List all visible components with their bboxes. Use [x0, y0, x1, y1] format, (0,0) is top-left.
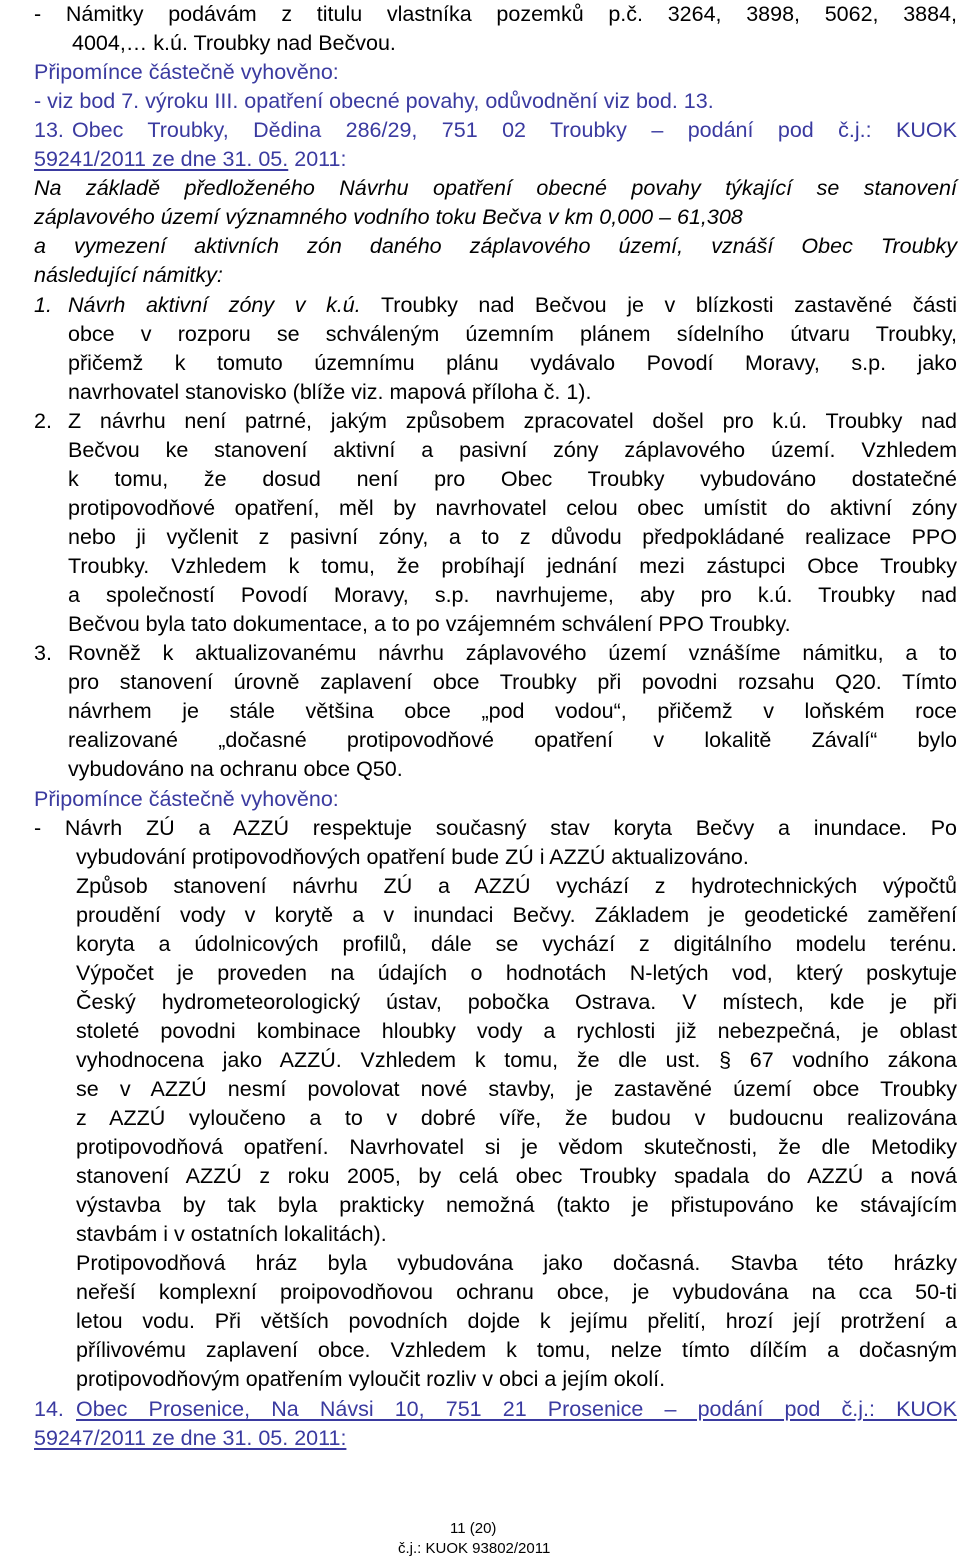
response-line: Český hydrometeorologický ústav, pobočka Ostrava. V místech, kde je při	[76, 990, 957, 1014]
point-line: pro stanovení úrovně zaplavení obce Troubky při povodni rozsahu Q20. Tímto	[68, 670, 957, 694]
intro-line: záplavového území významného vodního toku Bečva v km 0,000 – 61,308	[34, 205, 743, 229]
point-line: Z návrhu není patrné, jakým způsobem zpracovatel došel pro k.ú. Troubky nad	[68, 409, 957, 433]
point-line: k tomu, že dosud není pro Obec Troubky vybudováno dostatečné	[68, 467, 957, 491]
point-line: protipovodňové opatření, měl by navrhovatel celou obec umístit do aktivní zóny	[68, 496, 957, 520]
status-partially-accepted: Připomínce částečně vyhověno:	[34, 787, 339, 811]
response-line: vyhodnocena jako AZZÚ. Vzhledem k tomu, že dle ust. § 67 vodního zákona	[76, 1048, 957, 1072]
response-line: stavbám i v ostatních lokalitách).	[76, 1222, 387, 1246]
response-line: vybudování protipovodňových opatření bude ZÚ i AZZÚ aktualizováno.	[76, 845, 749, 869]
point-line	[68, 291, 957, 320]
point-line: Bečvou byla tato dokumentace, a to po vzájemném schválení PPO Troubky.	[68, 612, 791, 636]
point-number: 2.	[34, 409, 52, 433]
response-line: proudění vody v korytě a v inundaci Bečvy. Základem je geodetické zaměření	[76, 903, 957, 927]
intro-line: Na základě předloženého Návrhu opatření obecné povahy týkající se stanovení	[34, 176, 957, 200]
point-line: Troubky. Vzhledem k tomu, že probíhají jednání mezi zástupci Obce Troubky	[68, 554, 957, 578]
item-number: 13.	[34, 118, 64, 142]
response-line: Způsob stanovení návrhu ZÚ a AZZÚ vychází z hydrotechnických výpočtů	[76, 874, 957, 898]
objection-line: - Námitky podávám z titulu vlastníka pozemků p.č. 3264, 3898, 5062, 3884,	[34, 2, 957, 26]
point-line: Bečvou ke stanovení aktivní a pasivní zóny záplavového území. Vzhledem	[68, 438, 957, 462]
point-rest: Troubky nad Bečvou je v blízkosti zastavěné části	[380, 293, 957, 317]
response-line: protipovodňovým opatřením vyloučit rozliv v obci a jejím okolí.	[76, 1367, 666, 1391]
response-line: Výpočet je proveden na údajích o hodnotách N-letých vod, který poskytuje	[76, 961, 957, 985]
response-line: přílivovému zaplavení obce. Vzhledem k tomu, nelze tímto dílčím a dočasným	[76, 1338, 957, 1362]
response-line: stoleté povodni kombinace hloubky vody a rychlosti již nebezpečná, je oblast	[76, 1019, 957, 1043]
response-line: stanovení AZZÚ z roku 2005, by celá obec Troubky spadala do AZZÚ a nová	[76, 1164, 957, 1188]
response-line: výstavba by tak byla prakticky nemožná (takto je přistupováno ke stávajícím	[76, 1193, 957, 1217]
response-line: se v AZZÚ nesmí povolovat nové stavby, je zastavěné území obce Troubky	[76, 1077, 957, 1101]
point-line: vybudováno na ochranu obce Q50.	[68, 757, 403, 781]
point-line: realizované „dočasné protipovodňové opatření v lokalitě Závalí“ bylo	[68, 728, 957, 752]
point-number: 1.	[34, 293, 52, 317]
response-line: koryta a údolnicových profilů, dále se vychází z digitálního modelu terénu.	[76, 932, 957, 956]
page-number: 11 (20)	[450, 1520, 497, 1537]
item-heading-date: 59247/2011 ze dne 31. 05. 2011:	[34, 1426, 347, 1450]
reference-line: - viz bod 7. výroku III. opatření obecné povahy, odůvodnění viz bod. 13.	[34, 89, 714, 113]
response-line: neřeší komplexní proipovodňovou ochranu obce, je vybudována na cca 50-ti	[76, 1280, 957, 1304]
document-reference: č.j.: KUOK 93802/2011	[398, 1540, 551, 1557]
objection-line: 4004,… k.ú. Troubky nad Bečvou.	[72, 31, 396, 55]
response-line: z AZZÚ vyloučeno a to v dobré víře, že budou v budoucnu realizována	[76, 1106, 957, 1130]
heading-rest: 2011:	[294, 147, 347, 171]
heading-underlined: 59241/2011 ze dne 31. 05.	[34, 147, 289, 171]
point-line: nebo ji vyčlenit z pasivní zóny, a to z důvodu předpokládané realizace PPO	[68, 525, 957, 549]
item-heading: Obec Prosenice, Na Návsi 10, 751 21 Prosenice – podání pod č.j.: KUOK	[76, 1397, 957, 1421]
point-line: přičemž k tomuto územnímu plánu vydávalo Povodí Moravy, s.p. jako	[68, 351, 957, 375]
point-line: a společností Povodí Moravy, s.p. navrhujeme, aby pro k.ú. Troubky nad	[68, 583, 957, 607]
item-heading: Obec Troubky, Dědina 286/29, 751 02 Troubky – podání pod č.j.: KUOK	[72, 118, 957, 142]
response-line: letou vodu. Při větších povodních dojde k jejímu přelití, hrozí její protržení a	[76, 1309, 957, 1333]
point-line: navrhovatel stanovisko (blíže viz. mapová příloha č. 1).	[68, 380, 592, 404]
status-partially-accepted: Připomínce částečně vyhověno:	[34, 60, 339, 84]
point-line: Rovněž k aktualizovanému návrhu záplavového území vznášíme námitku, a to	[68, 641, 957, 665]
item-heading-date	[34, 145, 346, 174]
item-number: 14.	[34, 1397, 64, 1421]
point-line: obce v rozporu se schváleným územním plánem sídelního útvaru Troubky,	[68, 322, 957, 346]
response-line: - Návrh ZÚ a AZZÚ respektuje současný stav koryta Bečvy a inundace. Po	[34, 816, 957, 840]
intro-line: následující námitky:	[34, 263, 223, 287]
response-line: Protipovodňová hráz byla vybudována jako dočasná. Stavba této hrázky	[76, 1251, 957, 1275]
point-line: návrhem je stále většina obce „pod vodou“, přičemž v loňském roce	[68, 699, 957, 723]
intro-line: a vymezení aktivních zón daného záplavového území, vznáší Obec Troubky	[34, 234, 957, 258]
point-italic-lead: Návrh aktivní zóny v k.ú.	[68, 293, 361, 317]
response-line: protipovodňová opatření. Navrhovatel si je vědom skutečnosti, že dle Metodiky	[76, 1135, 957, 1159]
point-number: 3.	[34, 641, 52, 665]
